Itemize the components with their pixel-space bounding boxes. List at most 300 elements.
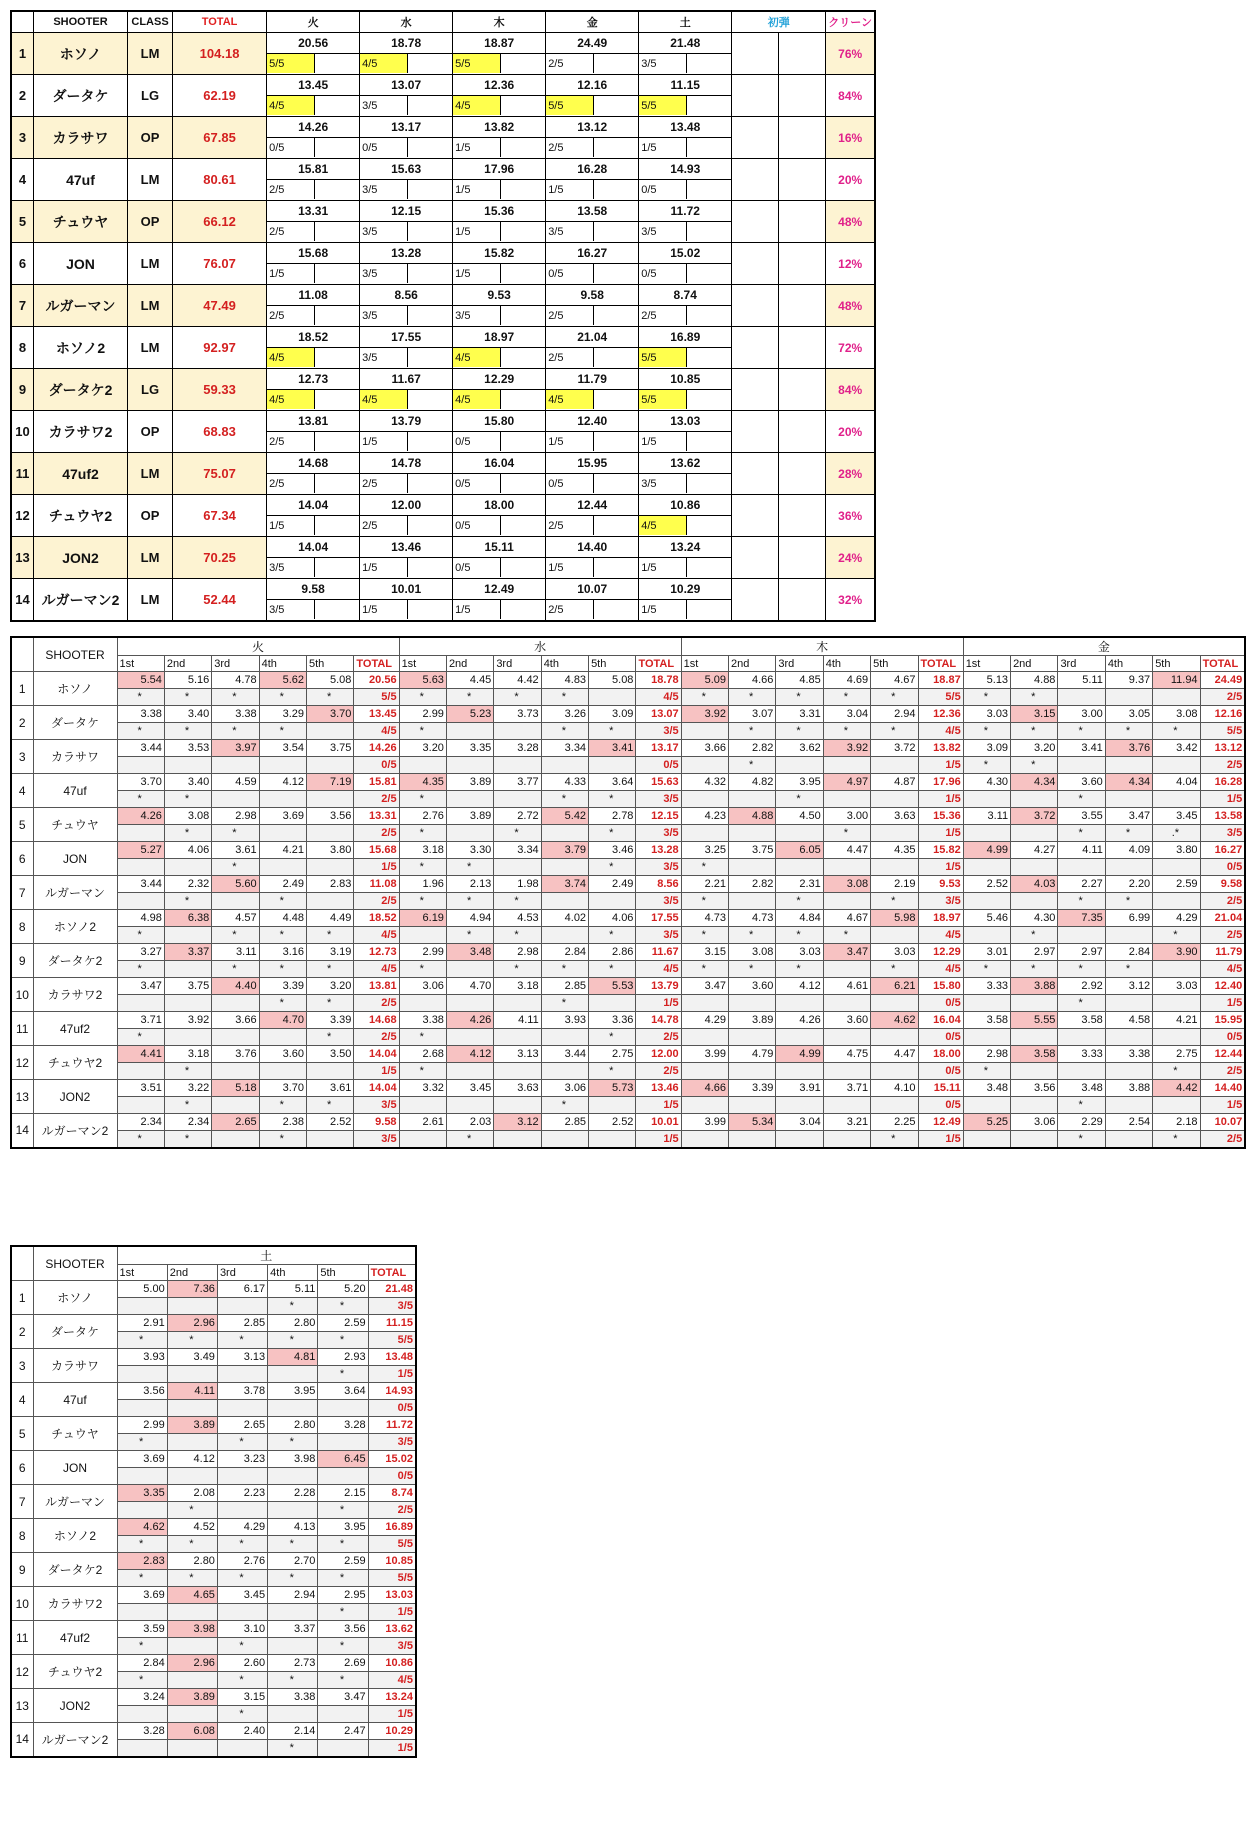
- day-cell: [546, 75, 639, 117]
- day-hit-row: [267, 305, 359, 325]
- hit-mark: .*: [1153, 825, 1200, 842]
- split-time: 2.29: [1058, 1114, 1105, 1131]
- summary-row: [11, 327, 875, 369]
- clean-rate: 24%: [826, 537, 875, 579]
- day-total: 11.08: [354, 876, 399, 893]
- day-hits: 2/5: [267, 179, 315, 199]
- split-time: 2.98: [212, 808, 259, 825]
- shooter-name: チュウヤ2: [33, 1046, 117, 1080]
- class-cell: LM: [128, 537, 173, 579]
- day-time: 15.82: [484, 246, 515, 260]
- day-total: 18.87: [918, 672, 963, 689]
- split-time-slowest: 4.65: [167, 1587, 217, 1604]
- day-hits: 5/5: [639, 389, 687, 409]
- day-box: [453, 495, 545, 536]
- day-cell: [639, 495, 732, 537]
- hit-mark: [589, 689, 636, 706]
- split-time: 4.75: [823, 1046, 870, 1063]
- day-hits: 2/5: [354, 791, 399, 808]
- shooter-name: ダータケ2: [33, 1553, 117, 1587]
- day-hits: 3/5: [354, 1097, 399, 1114]
- clean-rate: 72%: [826, 327, 875, 369]
- hit-mark: *: [318, 1502, 368, 1519]
- day-cell: [639, 243, 732, 285]
- shot-label: 5th: [318, 1265, 368, 1281]
- hit-mark: *: [1011, 927, 1058, 944]
- hit-mark: [117, 1604, 167, 1621]
- split-time: 3.69: [117, 1587, 167, 1604]
- day-hits: 0/5: [360, 137, 408, 157]
- split-time: 2.52: [589, 1114, 636, 1131]
- split-time-slowest: 3.70: [307, 706, 354, 723]
- day-hits: 4/5: [918, 961, 963, 978]
- split-time: 3.20: [399, 740, 446, 757]
- hit-mark: *: [776, 961, 823, 978]
- hit-mark: *: [541, 1097, 588, 1114]
- hit-mark: [871, 995, 918, 1012]
- split-time-slowest: 4.88: [729, 808, 776, 825]
- day-time: 16.89: [670, 330, 701, 344]
- split-time: 3.98: [268, 1451, 318, 1468]
- day-cell: [453, 495, 546, 537]
- split-time: 3.34: [541, 740, 588, 757]
- shot-label: 2nd: [1011, 656, 1058, 672]
- day-box: [453, 285, 545, 326]
- day-cell: [546, 411, 639, 453]
- hit-mark: *: [164, 791, 211, 808]
- hit-mark: *: [117, 927, 164, 944]
- hit-mark: *: [681, 859, 728, 876]
- day-hits-blank: [315, 389, 359, 409]
- time-row: [11, 1012, 1245, 1029]
- split-time: 4.23: [681, 808, 728, 825]
- split-time: 2.40: [217, 1723, 267, 1740]
- shooter-name: チュウヤ2: [33, 495, 127, 537]
- split-time: 2.82: [729, 740, 776, 757]
- day-total: 16.04: [918, 1012, 963, 1029]
- day-box: [546, 495, 638, 536]
- day-cell: [453, 453, 546, 495]
- hit-mark: [1105, 1131, 1152, 1148]
- day-hit-row: [360, 137, 452, 157]
- split-time: 3.93: [117, 1349, 167, 1366]
- split-time-slowest: 3.92: [823, 740, 870, 757]
- day-box: [360, 495, 452, 536]
- day-cell: [546, 243, 639, 285]
- day-box: [360, 243, 452, 284]
- day-hits: 1/5: [918, 1131, 963, 1148]
- hit-mark: [729, 859, 776, 876]
- hit-mark: *: [217, 1672, 267, 1689]
- day-time: 12.29: [484, 372, 515, 386]
- split-time: 3.77: [494, 774, 541, 791]
- split-time: 3.33: [963, 978, 1010, 995]
- day-hits: 1/5: [354, 1063, 399, 1080]
- split-time: 3.09: [589, 706, 636, 723]
- day-hits: 0/5: [639, 179, 687, 199]
- day-hits-blank: [408, 431, 452, 451]
- split-time: 4.26: [776, 1012, 823, 1029]
- day-hits: 4/5: [918, 927, 963, 944]
- day-hits: 4/5: [354, 961, 399, 978]
- day-hits-blank: [315, 557, 359, 577]
- split-time: 5.00: [117, 1281, 167, 1298]
- day-time: 12.16: [577, 78, 608, 92]
- hit-mark: *: [729, 961, 776, 978]
- hit-mark: [1105, 1029, 1152, 1046]
- day-hits-blank: [501, 137, 545, 157]
- hit-mark: [823, 1029, 870, 1046]
- day-hits-blank: [408, 305, 452, 325]
- split-time: 4.66: [729, 672, 776, 689]
- total-cell: 67.34: [173, 495, 267, 537]
- day-time: 13.46: [391, 540, 422, 554]
- rank-cell: 1: [11, 1281, 33, 1315]
- day-hits: 1/5: [636, 995, 681, 1012]
- day-box: [546, 411, 638, 452]
- split-time: 2.82: [729, 876, 776, 893]
- day-total: 16.89: [368, 1519, 416, 1536]
- day-time: 13.62: [670, 456, 701, 470]
- day-cell: [453, 33, 546, 75]
- day-time: 12.44: [577, 498, 608, 512]
- day-hits: 2/5: [267, 473, 315, 493]
- split-time-slowest: 3.76: [1105, 740, 1152, 757]
- day-hits: 1/5: [453, 599, 501, 619]
- rank-cell: 9: [11, 944, 33, 978]
- day-time: 14.26: [298, 120, 329, 134]
- header-blank: [11, 1246, 33, 1281]
- hit-mark: [1011, 1029, 1058, 1046]
- day-hit-row: [360, 473, 452, 493]
- day-hits: 2/5: [546, 305, 594, 325]
- time-row: [11, 1723, 416, 1740]
- hit-mark: [307, 893, 354, 910]
- day-hit-row: [639, 515, 731, 535]
- hit-mark: *: [1105, 723, 1152, 740]
- split-time: 2.69: [318, 1655, 368, 1672]
- split-time: 3.48: [1058, 1080, 1105, 1097]
- hit-mark: [212, 791, 259, 808]
- day-hits-blank: [501, 263, 545, 283]
- split-time: 5.11: [1058, 672, 1105, 689]
- hit-mark: *: [399, 825, 446, 842]
- day-total: 8.74: [368, 1485, 416, 1502]
- split-time: 4.47: [871, 1046, 918, 1063]
- day-hits: 3/5: [639, 473, 687, 493]
- day-total: 13.17: [636, 740, 681, 757]
- day-box: [639, 537, 731, 578]
- day-hits: 3/5: [267, 557, 315, 577]
- day-hits-blank: [501, 557, 545, 577]
- split-time: 9.37: [1105, 672, 1152, 689]
- split-time: 4.78: [212, 672, 259, 689]
- split-time-slowest: 4.97: [823, 774, 870, 791]
- split-time: 2.76: [399, 808, 446, 825]
- split-time: 3.60: [259, 1046, 306, 1063]
- day-cell: [267, 159, 360, 201]
- hit-mark: [963, 791, 1010, 808]
- day-box: [639, 117, 731, 158]
- split-time-slowest: 3.79: [541, 842, 588, 859]
- time-row: [11, 978, 1245, 995]
- hit-row: [11, 723, 1245, 740]
- day-time: 12.49: [484, 582, 515, 596]
- hit-mark: [1011, 825, 1058, 842]
- day-cell: [267, 537, 360, 579]
- day-box: [360, 579, 452, 620]
- time-row: [11, 1417, 416, 1434]
- day-hit-row: [453, 515, 545, 535]
- hit-mark: *: [494, 961, 541, 978]
- hit-mark: *: [117, 1638, 167, 1655]
- day-box: [267, 75, 359, 116]
- split-time: 3.60: [1058, 774, 1105, 791]
- total-label: TOTAL: [354, 656, 399, 672]
- split-time: 2.19: [871, 876, 918, 893]
- split-time: 4.45: [446, 672, 493, 689]
- day-hits-blank: [408, 137, 452, 157]
- summary-row: [11, 75, 875, 117]
- hit-mark: *: [446, 689, 493, 706]
- time-row: [11, 774, 1245, 791]
- day-hit-row: [639, 599, 731, 619]
- split-time: 2.86: [589, 944, 636, 961]
- split-time-slowest: 7.19: [307, 774, 354, 791]
- day-total: 13.79: [636, 978, 681, 995]
- hit-mark: [1011, 791, 1058, 808]
- total-cell: 92.97: [173, 327, 267, 369]
- split-time: 3.89: [446, 808, 493, 825]
- hit-mark: *: [167, 1332, 217, 1349]
- hit-mark: [117, 1740, 167, 1757]
- day-hits: 1/5: [1200, 995, 1245, 1012]
- hit-mark: [117, 1298, 167, 1315]
- split-time: 4.47: [823, 842, 870, 859]
- day-hit-row: [546, 53, 638, 73]
- split-time-slowest: 6.05: [776, 842, 823, 859]
- split-time-slowest: 7.36: [167, 1281, 217, 1298]
- hit-mark: [307, 1063, 354, 1080]
- split-time: 3.55: [1058, 808, 1105, 825]
- split-time-slowest: 5.09: [681, 672, 728, 689]
- day-cell: [360, 495, 453, 537]
- day-hit-row: [360, 557, 452, 577]
- split-time: 2.61: [399, 1114, 446, 1131]
- day-hit-row: [453, 263, 545, 283]
- hit-mark: *: [494, 825, 541, 842]
- day-total: 12.40: [1200, 978, 1245, 995]
- day-total: 15.95: [1200, 1012, 1245, 1029]
- hit-mark: *: [871, 893, 918, 910]
- day-hits-blank: [315, 137, 359, 157]
- time-row: [11, 944, 1245, 961]
- split-time-slowest: 4.66: [681, 1080, 728, 1097]
- hit-mark: [446, 791, 493, 808]
- day-hits-blank: [501, 305, 545, 325]
- day-hits: 1/5: [1200, 1097, 1245, 1114]
- split-time: 4.57: [212, 910, 259, 927]
- split-time: 2.13: [446, 876, 493, 893]
- shot-label: 1st: [117, 656, 164, 672]
- hit-mark: *: [871, 723, 918, 740]
- hit-mark: [117, 1468, 167, 1485]
- split-time: 3.26: [541, 706, 588, 723]
- day-hit-row: [639, 557, 731, 577]
- day-hits: 0/5: [453, 473, 501, 493]
- day-cell: [267, 495, 360, 537]
- hit-mark: *: [217, 1332, 267, 1349]
- hatsudan-cell: [779, 201, 826, 243]
- day-hits: 0/5: [1200, 1029, 1245, 1046]
- summary-row: [11, 369, 875, 411]
- day-hits-blank: [594, 473, 638, 493]
- day-time: 18.78: [391, 36, 422, 50]
- split-time: 3.08: [729, 944, 776, 961]
- shot-label: 1st: [963, 656, 1010, 672]
- split-time: 2.27: [1058, 876, 1105, 893]
- day-hits: 4/5: [360, 53, 408, 73]
- day-box: [360, 75, 452, 116]
- split-time: 3.15: [217, 1689, 267, 1706]
- hatsudan-cell: [779, 285, 826, 327]
- day-box: [639, 411, 731, 452]
- rank-cell: 6: [11, 243, 33, 285]
- day-hit-row: [453, 221, 545, 241]
- shooter-name: 47uf2: [33, 453, 127, 495]
- day-hits: 3/5: [267, 599, 315, 619]
- split-time: 2.47: [318, 1723, 368, 1740]
- day-hits-blank: [408, 95, 452, 115]
- split-time-slowest: 3.98: [167, 1621, 217, 1638]
- day-hit-row: [639, 221, 731, 241]
- hit-mark: *: [259, 995, 306, 1012]
- hit-mark: *: [399, 961, 446, 978]
- hit-mark: [871, 859, 918, 876]
- header-day: 土: [639, 11, 732, 33]
- day-time: 9.58: [580, 288, 604, 302]
- split-time: 3.66: [681, 740, 728, 757]
- day-time: 18.52: [298, 330, 329, 344]
- shooter-name: ホソノ2: [33, 910, 117, 944]
- split-time-slowest: 5.27: [117, 842, 164, 859]
- clean-rate: 48%: [826, 285, 875, 327]
- rank-cell: 14: [11, 1723, 33, 1757]
- split-time: 3.19: [307, 944, 354, 961]
- split-time: 2.75: [589, 1046, 636, 1063]
- class-cell: OP: [128, 117, 173, 159]
- hit-mark: [212, 1097, 259, 1114]
- split-time: 2.15: [318, 1485, 368, 1502]
- split-time: 3.39: [307, 1012, 354, 1029]
- split-time: 3.47: [117, 978, 164, 995]
- hit-mark: *: [541, 791, 588, 808]
- time-row: [11, 1315, 416, 1332]
- day-cell: [360, 411, 453, 453]
- day-cell: [360, 75, 453, 117]
- split-time: 3.42: [1153, 740, 1200, 757]
- hit-mark: [307, 859, 354, 876]
- day-hits-blank: [501, 95, 545, 115]
- day-hits: 4/5: [267, 389, 315, 409]
- day-hit-row: [267, 599, 359, 619]
- time-row: [11, 1621, 416, 1638]
- hit-mark: [446, 757, 493, 774]
- time-row: [11, 1519, 416, 1536]
- day-cell: [360, 33, 453, 75]
- day-cell: [639, 117, 732, 159]
- hatsudan-cell: [732, 117, 779, 159]
- day-cell: [453, 201, 546, 243]
- time-row: [11, 876, 1245, 893]
- day-hits: 0/5: [546, 473, 594, 493]
- day-box: [453, 159, 545, 200]
- shot-label: 4th: [541, 656, 588, 672]
- hit-mark: [963, 859, 1010, 876]
- time-row: [11, 1281, 416, 1298]
- split-time-slowest: 6.38: [164, 910, 211, 927]
- day-hits: 1/5: [267, 263, 315, 283]
- split-time: 3.91: [776, 1080, 823, 1097]
- split-time: 5.13: [963, 672, 1010, 689]
- day-hit-row: [267, 515, 359, 535]
- hit-mark: *: [307, 927, 354, 944]
- rank-cell: 5: [11, 1417, 33, 1451]
- hit-mark: *: [541, 995, 588, 1012]
- hit-mark: [871, 1029, 918, 1046]
- day-total: 15.68: [354, 842, 399, 859]
- split-time: 3.64: [589, 774, 636, 791]
- split-time: 3.80: [1153, 842, 1200, 859]
- split-time: 2.76: [217, 1553, 267, 1570]
- split-time-slowest: 4.99: [963, 842, 1010, 859]
- shooter-name: ダータケ: [33, 706, 117, 740]
- hatsudan-cell: [779, 453, 826, 495]
- hit-mark: *: [117, 689, 164, 706]
- split-time: 2.31: [776, 876, 823, 893]
- shot-label: 2nd: [167, 1265, 217, 1281]
- hit-mark: *: [1058, 791, 1105, 808]
- day-hit-row: [360, 221, 452, 241]
- hit-mark: *: [1058, 825, 1105, 842]
- time-row: [11, 1655, 416, 1672]
- day-hits: 3/5: [360, 179, 408, 199]
- split-time-slowest: 6.21: [871, 978, 918, 995]
- shot-label: 3rd: [494, 656, 541, 672]
- day-time: 13.17: [391, 120, 422, 134]
- day-hits: 1/5: [453, 263, 501, 283]
- day-box: [546, 117, 638, 158]
- day-hit-row: [360, 95, 452, 115]
- day-hits: 3/5: [368, 1638, 416, 1655]
- hit-row: [11, 893, 1245, 910]
- hit-mark: [117, 859, 164, 876]
- hit-mark: [1105, 995, 1152, 1012]
- total-label: TOTAL: [1200, 656, 1245, 672]
- header-class: CLASS: [128, 11, 173, 33]
- day-hits: 0/5: [453, 557, 501, 577]
- split-time: 5.46: [963, 910, 1010, 927]
- hit-mark: *: [589, 927, 636, 944]
- shooter-name: カラサワ: [33, 117, 127, 159]
- hatsudan-cell: [732, 75, 779, 117]
- hit-mark: *: [823, 723, 870, 740]
- day-hits: 3/5: [639, 221, 687, 241]
- split-time: 3.62: [776, 740, 823, 757]
- hit-mark: [1011, 1097, 1058, 1114]
- day-hits: 2/5: [1200, 1063, 1245, 1080]
- day-total: 12.49: [918, 1114, 963, 1131]
